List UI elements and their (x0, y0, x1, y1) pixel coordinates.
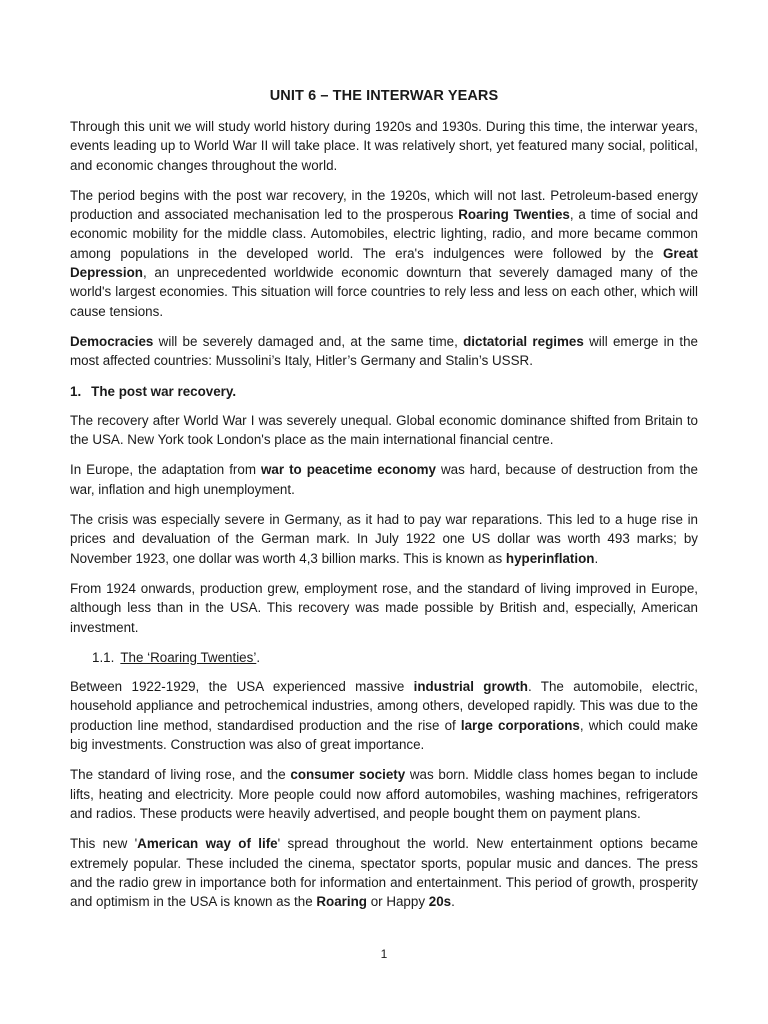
page-number: 1 (380, 947, 388, 961)
bold-term-peacetime-economy: war to peacetime economy (261, 462, 436, 478)
recovery-paragraph: The recovery after World War I was severely unequal. Global economic dominance shifted from Britain to the USA. New York took London's place as the main international financial centre. (70, 412, 698, 448)
industrial-growth-paragraph: Between 1922-1929, the USA experienced massive industrial growth. The automobile, electric, household appliance and petrochemical industries, among others, developed rapidly. This was due to the production line method, standardised production and the rise of large corporations, which could make big investments. Construction was also of great importance. (70, 679, 699, 753)
bold-term-roaring-twenties: Roaring Twenties (458, 207, 570, 223)
democracies-paragraph: Democracies will be severely damaged and, at the same time, dictatorial regimes will emerge in the most affected countries: Mussolini’s Italy, Hitler’s Germany and Stalin’s USSR. (70, 333, 698, 369)
document-title: UNIT 6 – THE INTERWAR YEARS (269, 88, 499, 104)
germany-paragraph: The crisis was especially severe in Germany, as it had to pay war reparations. This led to a huge rise in prices and devaluation of the German mark. In July 1922 one US dollar was worth 493 marks; by November 1923, one dollar was worth 4,3 billion marks. This is known as hyperinflation. (70, 512, 698, 566)
bold-term-dictatorial-regimes: dictatorial regimes (463, 333, 584, 349)
bold-term-great-depression: Great Depression (70, 245, 698, 281)
bold-term-roaring: Roaring (316, 894, 367, 910)
bold-term-democracies: Democracies (70, 333, 154, 349)
subsection-heading-roaring-twenties: 1.1. The ‘Roaring Twenties’. (92, 649, 261, 665)
bold-term-large-corporations: large corporations (460, 717, 580, 733)
production-paragraph: From 1924 onwards, production grew, employment rose, and the standard of living improved in Europe, although less than in the USA. This recovery was made possible by British and, especially, American investment. (70, 580, 698, 635)
american-way-paragraph: This new 'American way of life' spread throughout the world. New entertainment options became extremely popular. These included the cinema, spectator sports, popular music and dances. The press and the radio grew in importance both for information and entertainment. This period of growth, prosperity and optimism in the USA is known as the Roaring or Happy 20s. (70, 836, 698, 910)
consumer-society-paragraph: The standard of living rose, and the consumer society was born. Middle class homes began to include lifts, heating and electricity. More people could now afford automobiles, washing machines, refrigerators and radios. These products were heavily advertised, and people bought them on payment plans. (70, 767, 698, 821)
period-paragraph: The period begins with the post war recovery, in the 1920s, which will not last. Petroleum-based energy production and associated mechanisation led to the prosperous Roaring Twenties, a time of social and economic mobility for the middle class. Automobiles, electric lighting, radio, and more became common among populations in the developed world. The era's indulgences were followed by the Great Depression, an unprecedented worldwide economic downturn that severely damaged many of the world's largest economies. This situation will force countries to rely less and less on each other, which will cause tensions. (70, 187, 699, 319)
bold-term-industrial-growth: industrial growth (413, 679, 528, 695)
europe-paragraph: In Europe, the adaptation from war to peacetime economy was hard, because of destruction from the war, inflation and high unemployment. (70, 462, 698, 497)
intro-paragraph: Through this unit we will study world history during 1920s and 1930s. During this time, the interwar years, events leading up to World War II will take place. It was relatively short, yet featured many social, political, and economic changes throughout the world. (70, 119, 698, 173)
bold-term-american-way-of-life: American way of life (137, 836, 278, 852)
bold-term-20s: 20s (428, 894, 452, 910)
bold-term-consumer-society: consumer society (290, 767, 406, 783)
bold-term-hyperinflation: hyperinflation (505, 550, 595, 566)
section-heading-post-war-recovery: 1. The post war recovery. (70, 383, 237, 399)
